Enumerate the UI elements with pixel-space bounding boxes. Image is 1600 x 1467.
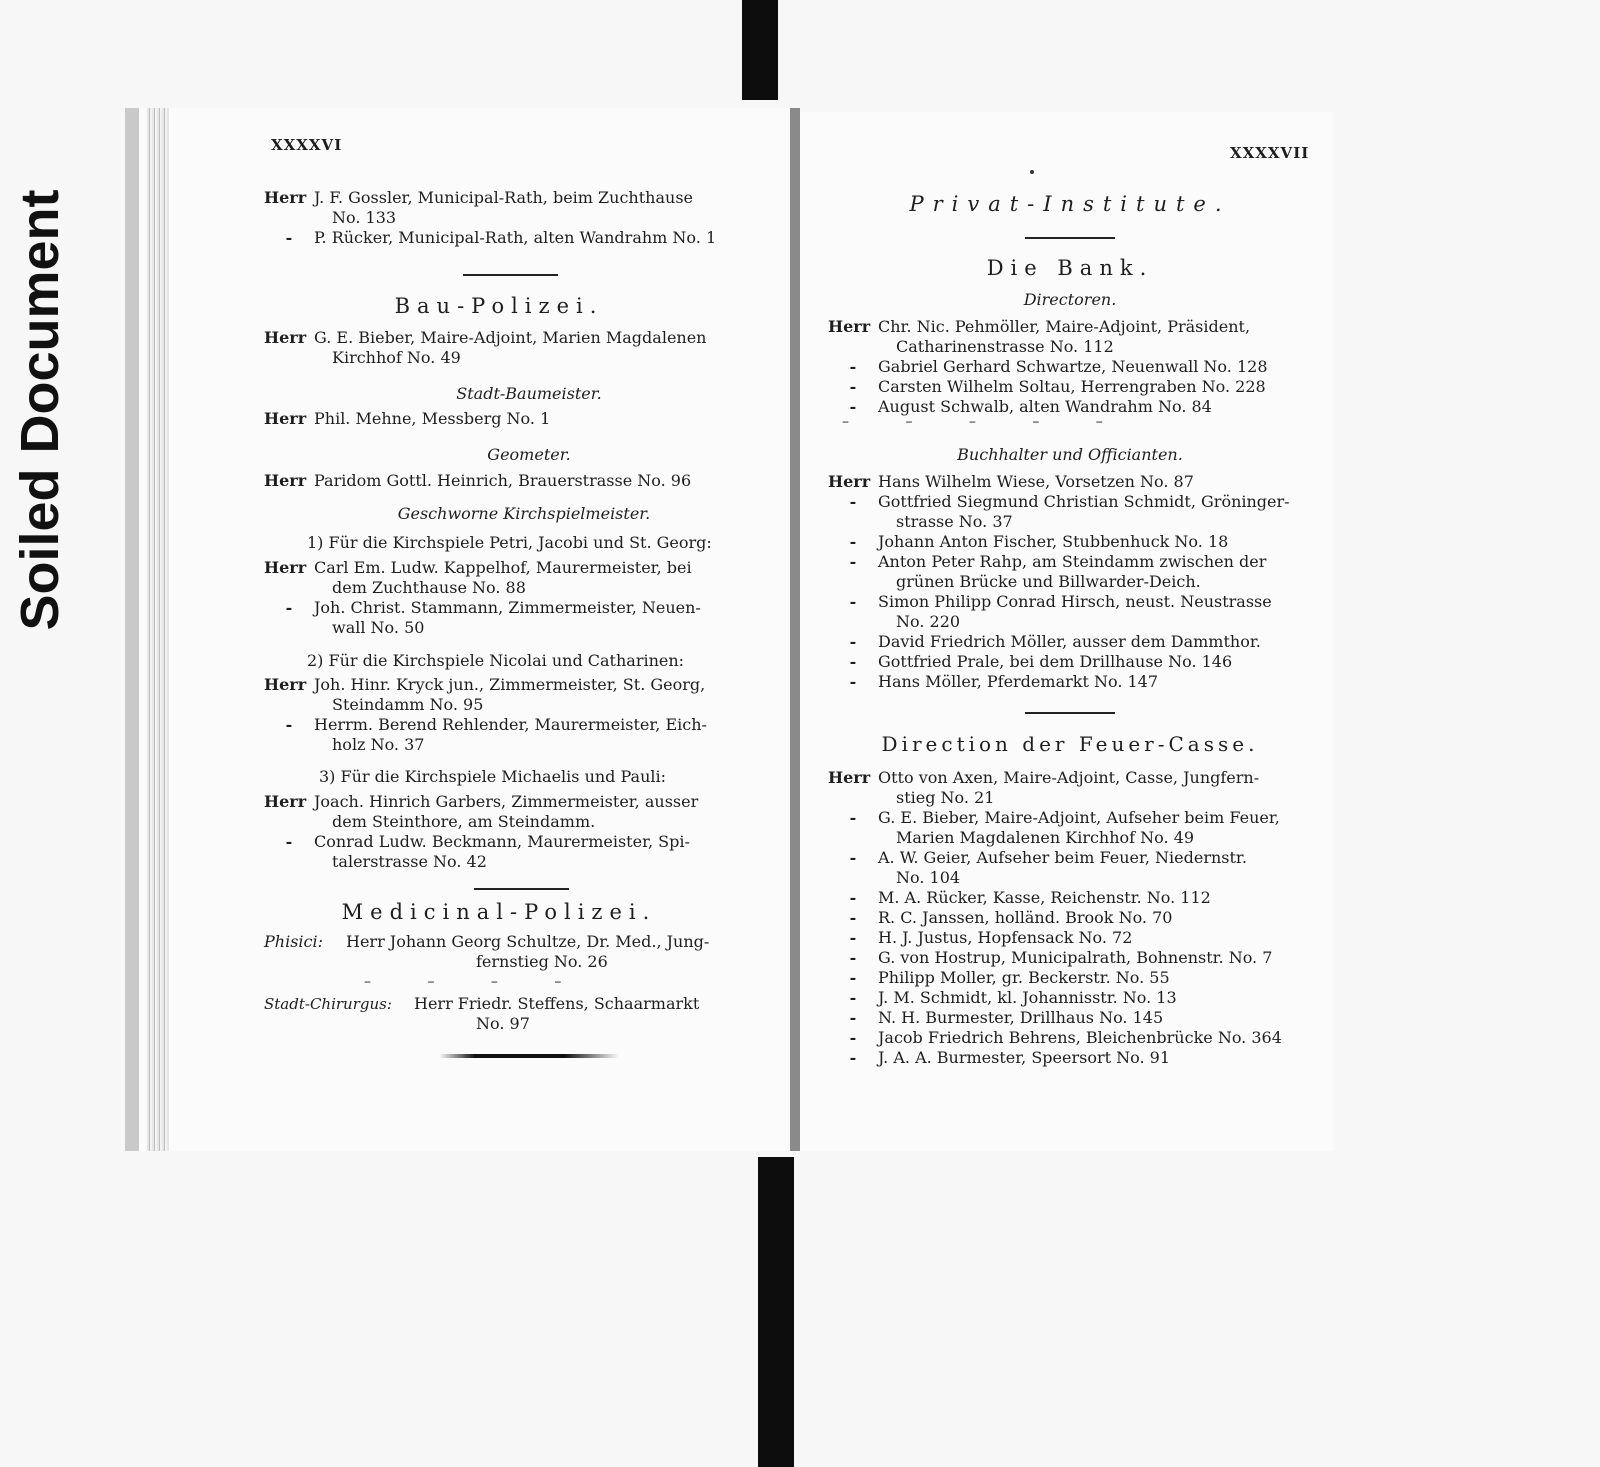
list-item: [828, 357, 1328, 377]
list-item: [828, 888, 1333, 908]
entry-line: J. A. A. Burmester, Speersort No. 91: [878, 1048, 1170, 1067]
list-item: [828, 377, 1328, 397]
list-item: [828, 1008, 1333, 1028]
right-page: [800, 112, 1333, 1151]
list-item: [264, 832, 764, 872]
right-page-number: XXXXVII: [1230, 144, 1310, 162]
entry-line: Joh. Christ. Stammann, Zimmermeister, Neuen-: [314, 598, 701, 617]
entry-line: Catharinenstrasse No. 112: [896, 337, 1114, 356]
buchhalter-list: [828, 472, 1333, 692]
list-item: [264, 328, 764, 368]
bau-entry: [264, 328, 764, 368]
ink-dot: [1030, 170, 1034, 174]
entry-line: David Friedrich Möller, ausser dem Dammthor.: [878, 632, 1261, 651]
entry-line: grünen Brücke und Billwarder-Deich.: [896, 572, 1201, 591]
entry-line: Joach. Hinrich Garbers, Zimmermeister, ausser: [314, 792, 699, 811]
list-item: [828, 1048, 1333, 1068]
entry-line: M. A. Rücker, Kasse, Reichenstr. No. 112: [878, 888, 1211, 907]
list-item: [828, 592, 1333, 632]
entry-label: -: [849, 928, 857, 947]
entry-label: -: [849, 948, 857, 967]
entry-label: -: [849, 1048, 857, 1067]
entry-line: dem Zuchthause No. 88: [332, 578, 526, 597]
section-divider: [463, 274, 558, 276]
list-item: [828, 492, 1333, 532]
entry-label: Herr: [264, 328, 307, 347]
entry-label: -: [285, 598, 293, 617]
entry-label: -: [849, 672, 857, 691]
entry-line: strasse No. 37: [896, 512, 1013, 531]
feuer-list: [828, 768, 1333, 1068]
entry-line: R. C. Janssen, holländ. Brook No. 70: [878, 908, 1173, 927]
list-item: [828, 672, 1333, 692]
entry-label: -: [849, 1008, 857, 1027]
entry-label: -: [849, 888, 857, 907]
entry-label: -: [849, 397, 857, 416]
entry-label: Herr: [264, 409, 307, 428]
group-heading-2: 2) Für die Kirchspiele Nicolai und Catharinen:: [307, 651, 685, 670]
section-divider: [1025, 237, 1115, 239]
list-item: [264, 188, 764, 228]
entry-label: Herr: [828, 768, 871, 787]
entry-line: Philipp Moller, gr. Beckerstr. No. 55: [878, 968, 1170, 987]
end-ornament: [439, 1054, 619, 1058]
side-label: [10, 160, 70, 660]
entry-line: Gottfried Siegmund Christian Schmidt, Gröninger-: [878, 492, 1290, 511]
entry-label: Herr: [264, 558, 307, 577]
entry-line: G. E. Bieber, Maire-Adjoint, Marien Magdalenen: [314, 328, 707, 347]
geometer-entry: [264, 471, 764, 491]
entry-label: -: [849, 357, 857, 376]
entry-label: -: [849, 592, 857, 611]
entry-line: Hans Wilhelm Wiese, Vorsetzen No. 87: [878, 472, 1194, 491]
group3-list: [264, 792, 764, 872]
entry-label: -: [849, 988, 857, 1007]
list-item: [264, 792, 764, 832]
spine-bar-bottom: [758, 1157, 794, 1467]
list-item: [264, 715, 764, 755]
directoren-list: [828, 317, 1328, 417]
entry-line: Chr. Nic. Pehmöller, Maire-Adjoint, Präsident,: [878, 317, 1251, 336]
list-item: [828, 472, 1333, 492]
entry-line: holz No. 37: [332, 735, 425, 754]
list-item: [828, 948, 1333, 968]
entry-label: -: [849, 552, 857, 571]
entry-line: No. 133: [332, 208, 397, 227]
entry-label: -: [285, 228, 293, 247]
entry-label: Herr: [264, 792, 307, 811]
entry-line: Steindamm No. 95: [332, 695, 484, 714]
left-page-number: XXXXVI: [271, 136, 343, 154]
list-item: [828, 908, 1333, 928]
entry-line: Jacob Friedrich Behrens, Bleichenbrücke No. 364: [878, 1028, 1282, 1047]
group1-list: [264, 558, 764, 638]
section-title-bau: Bau-Polizei.: [394, 294, 604, 318]
entry-label: -: [285, 832, 293, 851]
entry-line: Gottfried Prale, bei dem Drillhause No. 146: [878, 652, 1233, 671]
group-heading-3: 3) Für die Kirchspiele Michaelis und Pauli:: [319, 767, 667, 786]
subheading-buchhalter: Buchhalter und Officianten.: [957, 445, 1183, 464]
chirurgus-entry: [264, 994, 774, 1034]
entry-line: Marien Magdalenen Kirchhof No. 49: [896, 828, 1195, 847]
subheading-baumeister: Stadt-Baumeister.: [456, 384, 602, 403]
entry-label: Herr: [828, 317, 871, 336]
dash-separator: – – – – –: [842, 414, 1129, 430]
entry-line: No. 220: [896, 612, 961, 631]
list-item: [828, 632, 1333, 652]
list-item: [264, 409, 764, 429]
entry-label: Herr: [264, 471, 307, 490]
group2-list: [264, 675, 764, 755]
list-item: [828, 968, 1333, 988]
list-item: [828, 768, 1333, 808]
section-divider: [474, 888, 569, 890]
physici-entry: [264, 932, 774, 972]
list-item: [828, 317, 1328, 357]
entry-line: A. W. Geier, Aufseher beim Feuer, Niedernstr.: [878, 848, 1247, 867]
entry-label: -: [285, 715, 293, 734]
section-title-feuer-casse: Direction der Feuer-Casse.: [881, 732, 1259, 756]
entry-label: -: [849, 808, 857, 827]
entry-line: Phil. Mehne, Messberg No. 1: [314, 409, 551, 428]
dash-separator: – – – –: [364, 974, 588, 990]
left-intro: [264, 188, 764, 248]
entry-line: Simon Philipp Conrad Hirsch, neust. Neustrasse: [878, 592, 1272, 611]
entry-line: Anton Peter Rahp, am Steindamm zwischen der: [878, 552, 1267, 571]
entry-line: Conrad Ludw. Beckmann, Maurermeister, Spi-: [314, 832, 690, 851]
list-item: [828, 808, 1333, 848]
section-divider: [1025, 712, 1115, 714]
entry-line: Carl Em. Ludw. Kappelhof, Maurermeister, bei: [314, 558, 692, 577]
entry-line: Otto von Axen, Maire-Adjoint, Casse, Jungfern-: [878, 768, 1260, 787]
entry-line: Joh. Hinr. Kryck jun., Zimmermeister, St. Georg,: [314, 675, 706, 694]
entry-line: No. 97: [476, 1014, 530, 1033]
subheading-geometer: Geometer.: [487, 445, 571, 464]
entry-line: Hans Möller, Pferdemarkt No. 147: [878, 672, 1159, 691]
list-item: [264, 994, 774, 1034]
list-item: [828, 1028, 1333, 1048]
entry-label: Herr: [828, 472, 871, 491]
entry-line: J. F. Gossler, Municipal-Rath, beim Zuchthause: [314, 188, 693, 207]
list-item: [264, 228, 764, 248]
entry-label: -: [849, 532, 857, 551]
entry-label: -: [849, 632, 857, 651]
entry-line: Herr Johann Georg Schultze, Dr. Med., Jung-: [346, 932, 710, 951]
entry-line: Gabriel Gerhard Schwartze, Neuenwall No. 128: [878, 357, 1268, 376]
entry-line: dem Steinthore, am Steindamm.: [332, 812, 596, 831]
list-item: [264, 598, 764, 638]
group-heading-1: 1) Für die Kirchspiele Petri, Jacobi und St. Georg:: [307, 533, 712, 552]
entry-line: Johann Anton Fischer, Stubbenhuck No. 18: [878, 532, 1229, 551]
entry-label: Stadt-Chirurgus:: [264, 995, 392, 1013]
list-item: [828, 928, 1333, 948]
section-title-bank: Die Bank.: [986, 256, 1154, 280]
entry-line: P. Rücker, Municipal-Rath, alten Wandrahm No. 1: [314, 228, 717, 247]
spine-bar-top: [742, 0, 778, 100]
entry-line: August Schwalb, alten Wandrahm No. 84: [878, 397, 1212, 416]
entry-label: -: [849, 377, 857, 396]
entry-label: Herr: [264, 188, 307, 207]
list-item: [264, 558, 764, 598]
entry-line: wall No. 50: [332, 618, 425, 637]
entry-line: Kirchhof No. 49: [332, 348, 461, 367]
list-item: [264, 471, 764, 491]
entry-label: -: [849, 652, 857, 671]
section-title-medicinal: Medicinal-Polizei.: [341, 900, 657, 924]
entry-line: G. von Hostrup, Municipalrath, Bohnenstr. No. 7: [878, 948, 1273, 967]
list-item: [264, 932, 774, 972]
list-item: [264, 675, 764, 715]
list-item: [828, 552, 1333, 592]
baumeister-entry: [264, 409, 764, 429]
entry-line: G. E. Bieber, Maire-Adjoint, Aufseher beim Feuer,: [878, 808, 1280, 827]
list-item: [828, 988, 1333, 1008]
entry-line: Paridom Gottl. Heinrich, Brauerstrasse No. 96: [314, 471, 692, 490]
list-item: [828, 848, 1333, 888]
side-label-text: Soiled Document: [10, 189, 70, 631]
entry-line: N. H. Burmester, Drillhaus No. 145: [878, 1008, 1164, 1027]
entry-label: Phisici:: [264, 932, 323, 951]
entry-line: fernstieg No. 26: [476, 952, 608, 971]
entry-line: stieg No. 21: [896, 788, 995, 807]
list-item: [828, 532, 1333, 552]
entry-label: -: [849, 968, 857, 987]
entry-line: Herrm. Berend Rehlender, Maurermeister, Eich-: [314, 715, 707, 734]
entry-line: No. 104: [896, 868, 961, 887]
entry-label: -: [849, 492, 857, 511]
list-item: [828, 652, 1333, 672]
subheading-kirchspielmeister: Geschworne Kirchspielmeister.: [397, 504, 651, 523]
entry-line: talerstrasse No. 42: [332, 852, 487, 871]
entry-line: J. M. Schmidt, kl. Johannisstr. No. 13: [878, 988, 1177, 1007]
entry-label: -: [849, 848, 857, 867]
entry-line: Carsten Wilhelm Soltau, Herrengraben No. 228: [878, 377, 1266, 396]
page-title-privat: Privat-Institute.: [909, 192, 1231, 216]
entry-label: -: [849, 908, 857, 927]
left-page: [125, 108, 800, 1151]
entry-label: -: [849, 1028, 857, 1047]
entry-label: Herr: [264, 675, 307, 694]
entry-line: H. J. Justus, Hopfensack No. 72: [878, 928, 1133, 947]
subheading-directoren: Directoren.: [1023, 290, 1117, 309]
entry-line: Herr Friedr. Steffens, Schaarmarkt: [414, 994, 700, 1013]
